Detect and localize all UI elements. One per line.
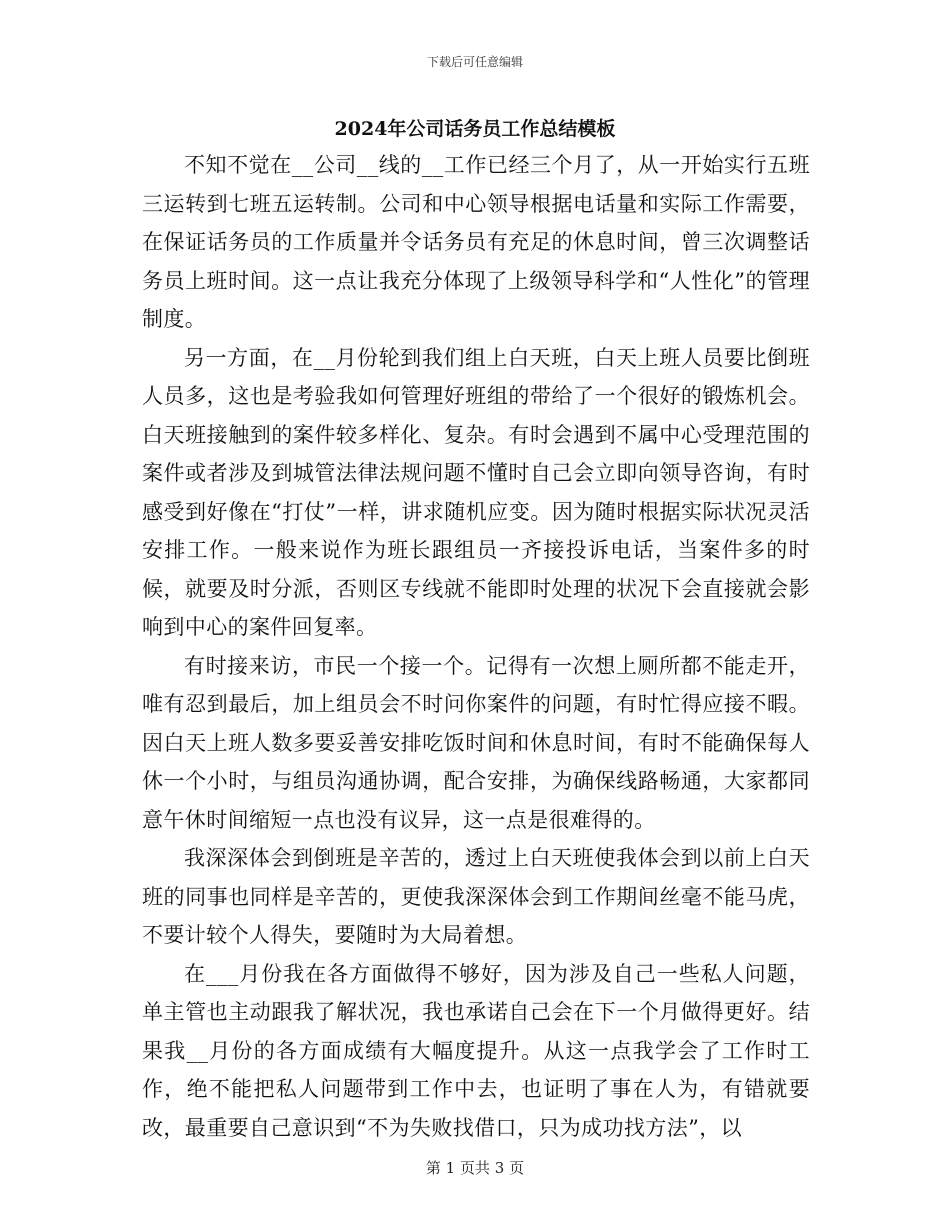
page-number: 第 1 页共 3 页 <box>425 1159 525 1177</box>
paragraph: 另一方面，在__月份轮到我们组上白天班，白天上班人员要比倒班人员多，这也是考验我如何管理好班组的带给了一个很好的锻炼机会。白天班接触到的案件较多样化、复杂。有时会遇到不属中心受理范围的案件或者涉及到城管法律法规问题不懂时自己会立即向领导咨询，有时感受到好像在“打仗”一样，讲求随机应变。因为随时根据实际状况灵活安排工作。一般来说作为班长跟组员一齐接投诉电话，当案件多的时候，就要及时分派，否则区专线就不能即时处理的状况下会直接就会影响到中心的案件回复率。 <box>142 345 810 639</box>
document-title: 2024年公司话务员工作总结模板 <box>334 118 616 140</box>
header-note: 下载后可任意编辑 <box>426 55 523 69</box>
paragraph: 不知不觉在__公司__线的__工作已经三个月了，从一开始实行五班三运转到七班五运转制。公司和中心领导根据电话量和实际工作需要，在保证话务员的工作质量并令话务员有充足的休息时间，曾三次调整话务员上班时间。这一点让我充分体现了上级领导科学和“人性化”的管理制度。 <box>142 153 810 331</box>
paragraph: 我深深体会到倒班是辛苦的，透过上白天班使我体会到以前上白天班的同事也同样是辛苦的，更使我深深体会到工作期间丝毫不能马虎，不要计较个人得失，要随时为大局着想。 <box>142 846 810 947</box>
document-body <box>142 146 810 1147</box>
paragraph: 在___月份我在各方面做得不够好，因为涉及自己一些私人问题，单主管也主动跟我了解状况，我也承诺自己会在下一个月做得更好。结果我__月份的各方面成绩有大幅度提升。从这一点我学会了工作时工作，绝不能把私人问题带到工作中去，也证明了事在人为，有错就要改，最重要自己意识到“不为失败找借口，只为成功找方法”，以 <box>142 961 810 1140</box>
paragraph: 有时接来访，市民一个接一个。记得有一次想上厕所都不能走开，唯有忍到最后，加上组员会不时问你案件的问题，有时忙得应接不暇。因白天上班人数多要妥善安排吃饭时间和休息时间，有时不能确保每人休一个小时，与组员沟通协调，配合安排，为确保线路畅通，大家都同意午休时间缩短一点也没有议异，这一点是很难得的。 <box>142 653 810 832</box>
